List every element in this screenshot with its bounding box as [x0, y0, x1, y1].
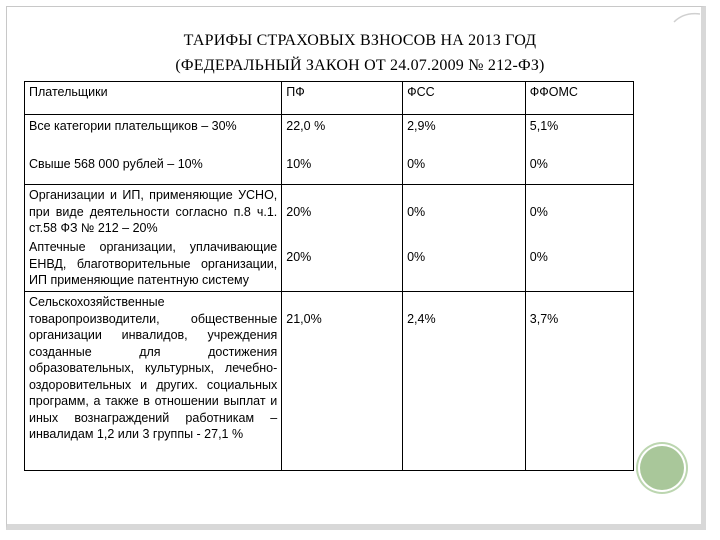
pf-rate-value: 21,0% — [286, 312, 322, 326]
table-row — [25, 115, 634, 152]
table-row — [25, 292, 634, 471]
decorative-circle — [640, 446, 684, 490]
fss-rate-value: 0% — [407, 250, 426, 264]
header-payers: Плательщики — [25, 82, 282, 115]
table-row — [25, 237, 634, 292]
fss-rate: 2,9% — [403, 115, 526, 152]
payer-cell: Сельскохозяйственные товаропроизводители, общественные организации инвалидов, учреждения созданные для достижения образовательных, культурных, лечебно-оздоровительных и других. социальных программ, а также в отношении выплат и иных вознаграждений работникам – инвалидам 1,2 или 3 группы - 27,1 % — [25, 292, 282, 471]
ffoms-rate — [525, 292, 633, 471]
header-pf: ПФ — [282, 82, 403, 115]
ffoms-rate — [525, 237, 633, 292]
table-row — [25, 151, 634, 185]
header-ffoms: ФФОМС — [525, 82, 633, 115]
ffoms-rate-value: 0% — [529, 250, 548, 264]
pf-rate — [282, 237, 403, 292]
ffoms-rate — [525, 185, 633, 238]
rates-table — [24, 81, 634, 471]
ffoms-rate: 5,1% — [525, 115, 633, 152]
slide-title: ТАРИФЫ СТРАХОВЫХ ВЗНОСОВ НА 2013 ГОД — [183, 32, 537, 49]
fss-rate — [403, 237, 526, 292]
payer-cell: Организации и ИП, применяющие УСНО, при виде деятельности согласно п.8 ч.1. ст.58 ФЗ № 212 – 20% — [25, 185, 282, 238]
slide-subtitle: (ФЕДЕРАЛЬНЫЙ ЗАКОН ОТ 24.07.2009 № 212-ФЗ) — [175, 57, 545, 74]
pf-rate: 22,0 % — [282, 115, 403, 152]
pf-rate: 10% — [282, 151, 403, 185]
pf-rate — [282, 292, 403, 471]
payer-cell: Все категории плательщиков – 30% — [25, 115, 282, 152]
payer-cell: Аптечные организации, уплачивающие ЕНВД, благотворительные организации, ИП применяющие патентную систему — [25, 237, 282, 292]
table-row — [25, 185, 634, 238]
payer-cell: Свыше 568 000 рублей – 10% — [25, 151, 282, 185]
header-fss: ФСС — [403, 82, 526, 115]
pf-rate-value: 20% — [286, 205, 312, 219]
fss-rate-value: 0% — [407, 205, 426, 219]
fss-rate: 0% — [403, 151, 526, 185]
fss-rate — [403, 292, 526, 471]
ffoms-rate-value: 0% — [529, 205, 548, 219]
fss-rate — [403, 185, 526, 238]
pf-rate-value: 20% — [286, 250, 312, 264]
pf-rate — [282, 185, 403, 238]
table-header-row — [25, 82, 634, 115]
corner-decoration — [672, 10, 702, 24]
fss-rate-value: 2,4% — [407, 312, 436, 326]
ffoms-rate: 0% — [525, 151, 633, 185]
ffoms-rate-value: 3,7% — [529, 312, 559, 326]
